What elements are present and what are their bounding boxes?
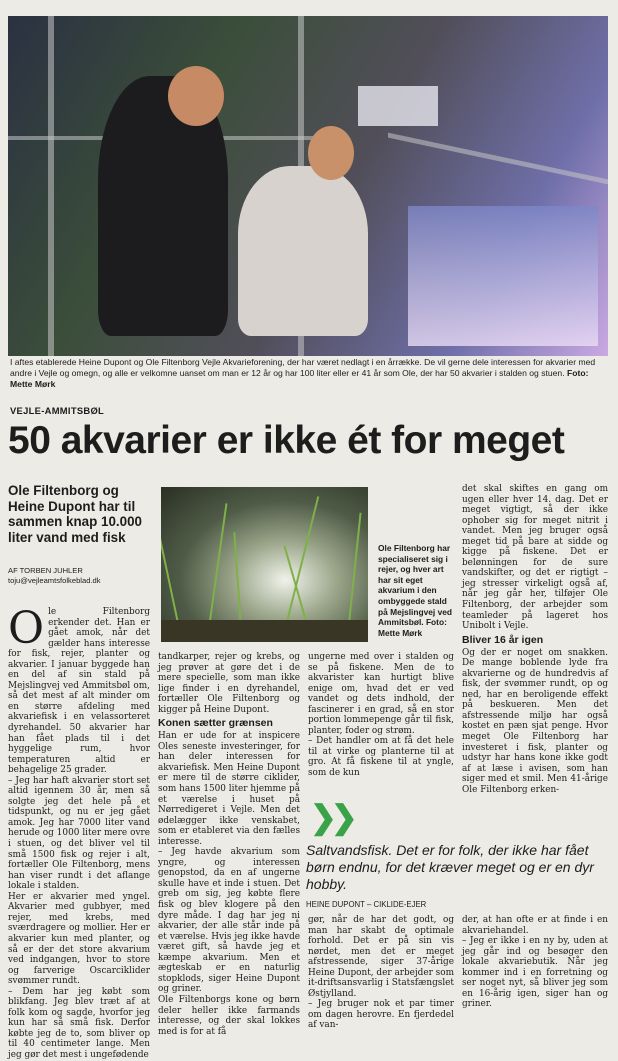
paragraph: gør, når de har det godt, og man har skabt de optimale forhold. Det er på sin vis nørdet, men det er meget afstressende, siger 37-årige Heine Dupont, der arbejder som it-driftsansvarlig i Statsfængslet Østjylland. xyxy=(308,915,454,999)
paragraph: le Filtenborg erkender det. Han er gået amok, når det gælder hans interesse for fisk, rejer, planter og akvarier. I januar byggede han en del af sin stald på Mejslingvej ved Ammitsbøl om, så det mest af alt minder om en større afdeling med akvariefisk i en velassorteret dyrehandel. 50 akvarier har han fået plads til i det hyggelige rum, hvor temperaturen altid er behagelige 25 grader. xyxy=(8,607,150,776)
paragraph: Han er ude for at inspicere Oles seneste investeringer, for han deler interessen for akvariefisk. Men Heine Dupont er mere til de større ciklider, som hans 1500 liter hjemme på et værelse i huset på Nørredigeret i Vejle. Men det ødelægger ikke venskabet, som er etableret via den fælles interesse. xyxy=(158,731,300,847)
kicker: VEJLE-AMMITSBØL xyxy=(10,405,105,416)
small-caption-credit: Foto: Mette Mørk xyxy=(378,617,447,638)
deck: Ole Filtenborg og Heine Dupont har til sammen knap 10.000 liter vand med fisk xyxy=(8,483,142,545)
paragraph: – Jeg er ikke i en ny by, uden at jeg går ind og besøger den lokale akvariebutik. Når jeg kommer ind i en forretning og ser noget nyt, så bliver jeg som en 16-årig igen, siger han og griner. xyxy=(462,936,608,1010)
paragraph: – Jeg havde akvarium som yngre, og interessen genopstod, da en af ungerne skulle have et inde i stuen. Det greb om sig, jeg købte flere fisk og blev klogere på den dyre måde. I dag har jeg ni akvarier, der alle står inde på et værelse. Hvis jeg ikke havde været gift, så havde jeg et kæmpe akvarium. Men et ægteskab er en naturlig stopklods, siger Heine Dupont og griner. xyxy=(158,847,300,995)
paragraph: tandkarper, rejer og krebs, og jeg prøver at gøre det i de mere specielle, som man ikke lige finder i en dyrehandel, fortæller Ole Filtenborg og kigger på Heine Dupont. xyxy=(158,652,300,715)
paragraph: Her er akvarier med yngel. Akvarier med gubbyer, med rejer, med krebs, med sværdragere og mollier. Her er akvarier kun med planter, og så er der det store akvarium ved indgangen, hvor to store og farverige Oscarciklider svømmer rundt. xyxy=(8,891,150,987)
caption-credit: Foto: Mette Mørk xyxy=(10,368,589,389)
paragraph: der, at han ofte er at finde i en akvariehandel. xyxy=(462,915,608,936)
paragraph: – Dem har jeg købt som blikfang. Jeg blev træt af at folk kom og sagde, hvorfor jeg kun har så små fisk. Derfor købte jeg de to, som bliver op til 40 centimeter lange. Men jeg gør det mest i ungefødende xyxy=(8,986,150,1060)
byline xyxy=(8,566,158,586)
quote-chevrons-icon: ❯❯ xyxy=(310,799,352,835)
subhead: Konen sætter grænsen xyxy=(158,717,273,730)
shrimp-photo xyxy=(161,487,368,642)
headline: 50 akvarier er ikke ét for meget xyxy=(8,419,565,462)
subhead: Bliver 16 år igen xyxy=(462,633,544,646)
paragraph: Ole Filtenborgs kone og børn deler heller ikke farmands interesse, og der skal lokkes med is for at få xyxy=(158,994,300,1037)
paragraph: Og der er noget om snakken. De mange boblende lyde fra akvarierne og de hundredvis af fisk, der svømmer rundt, op og ned, har en beroligende effekt på beskueren. Men det afstressende miljø har også kostet en pæn sjat penge. Hvor meget Ole Filtenborg har investeret i fisk, planter og udstyr har hans kone ikke godt af at læse i avisen, som han siger med et smil. Men 41-årige Ole Filtenborg erken- xyxy=(462,647,608,795)
paragraph: – Det handler om at få det hele til at virke og planterne til at gro. At få fiskene til at yngle, som de kun xyxy=(308,736,454,779)
shrimp-photo-caption xyxy=(378,543,458,638)
caption-text: I aftes etablerede Heine Dupont og Ole Filtenborg Vejle Akvarieforening, der har været nedlagt i en årrække. De vil gerne dele interessen for akvarier med andre i Vejle og omegn, og alle er velkomne uanset om man er 12 år og har 100 liter eller er 41 år som Ole, der har 50 akvarier i stalden og stuen. xyxy=(10,357,596,378)
pull-quote: Saltvandsfisk. Det er for folk, der ikke har fået børn endnu, for det kræver meget og er en dyr hobby. xyxy=(306,842,594,892)
paragraph: ungerne med over i stalden og se på fiskene. Men de to akvarister kan hurtigt blive enige om, hvad det er ved vandet og dets indhold, der fascinerer i en grad, så en stor portion lommepenge går til fisk, planter, foder og strøm. xyxy=(308,652,454,736)
dropcap: O xyxy=(8,603,45,654)
byline-author: AF TORBEN JUHLER xyxy=(8,566,83,575)
column-4-bottom xyxy=(462,915,608,1010)
column-4-top xyxy=(462,484,608,795)
column-1 xyxy=(8,603,150,1061)
paragraph: det skal skiftes en gang om ugen eller hver 14. dag. Det er meget vigtigt, så der ikke ophober sig for meget nitrit i vandet. Men jeg bruger også meget tid på bare at sidde og kigge på fiskene. Det er belønningen for de sure vandskifter, og det er rigtigt – jeg stresser virkeligt også af, når jeg går her, tilføjer Ole Filtenborg, der arbejder som teamleder på lageret hos Unibolt i Vejle. xyxy=(462,484,608,632)
paragraph: – Jeg bruger nok et par timer om dagen herovre. En fjerdedel af van- xyxy=(308,999,454,1031)
column-3-top xyxy=(308,652,454,779)
small-caption-text: Ole Filtenborg har specialiseret sig i rejer, og hver art har sit eget akvarium i den ombyggede stald på Mejslingvej ved Ammitsbøl. xyxy=(378,543,453,628)
main-photo-caption xyxy=(10,357,606,390)
column-3-bottom xyxy=(308,915,454,1031)
byline-email[interactable]: toju@vejleamtsfolkeblad.dk xyxy=(8,576,101,585)
main-photo xyxy=(8,16,608,356)
pull-quote-attribution: HEINE DUPONT – CIKLIDE-EJER xyxy=(306,900,427,909)
paragraph: – Jeg har haft akvarier stort set altid igennem 30 år, men så solgte jeg det hele på et tidspunkt, og nu er jeg gået amok. Jeg har 7000 liter vand herude og 1000 liter mere ovre i stuen, og det bliver vel til små 1500 fisk og rejer i alt, fortæller Ole Filtenborg, mens han viser rundt i det aflange lokale i stalden. xyxy=(8,775,150,892)
column-2 xyxy=(158,652,300,1037)
